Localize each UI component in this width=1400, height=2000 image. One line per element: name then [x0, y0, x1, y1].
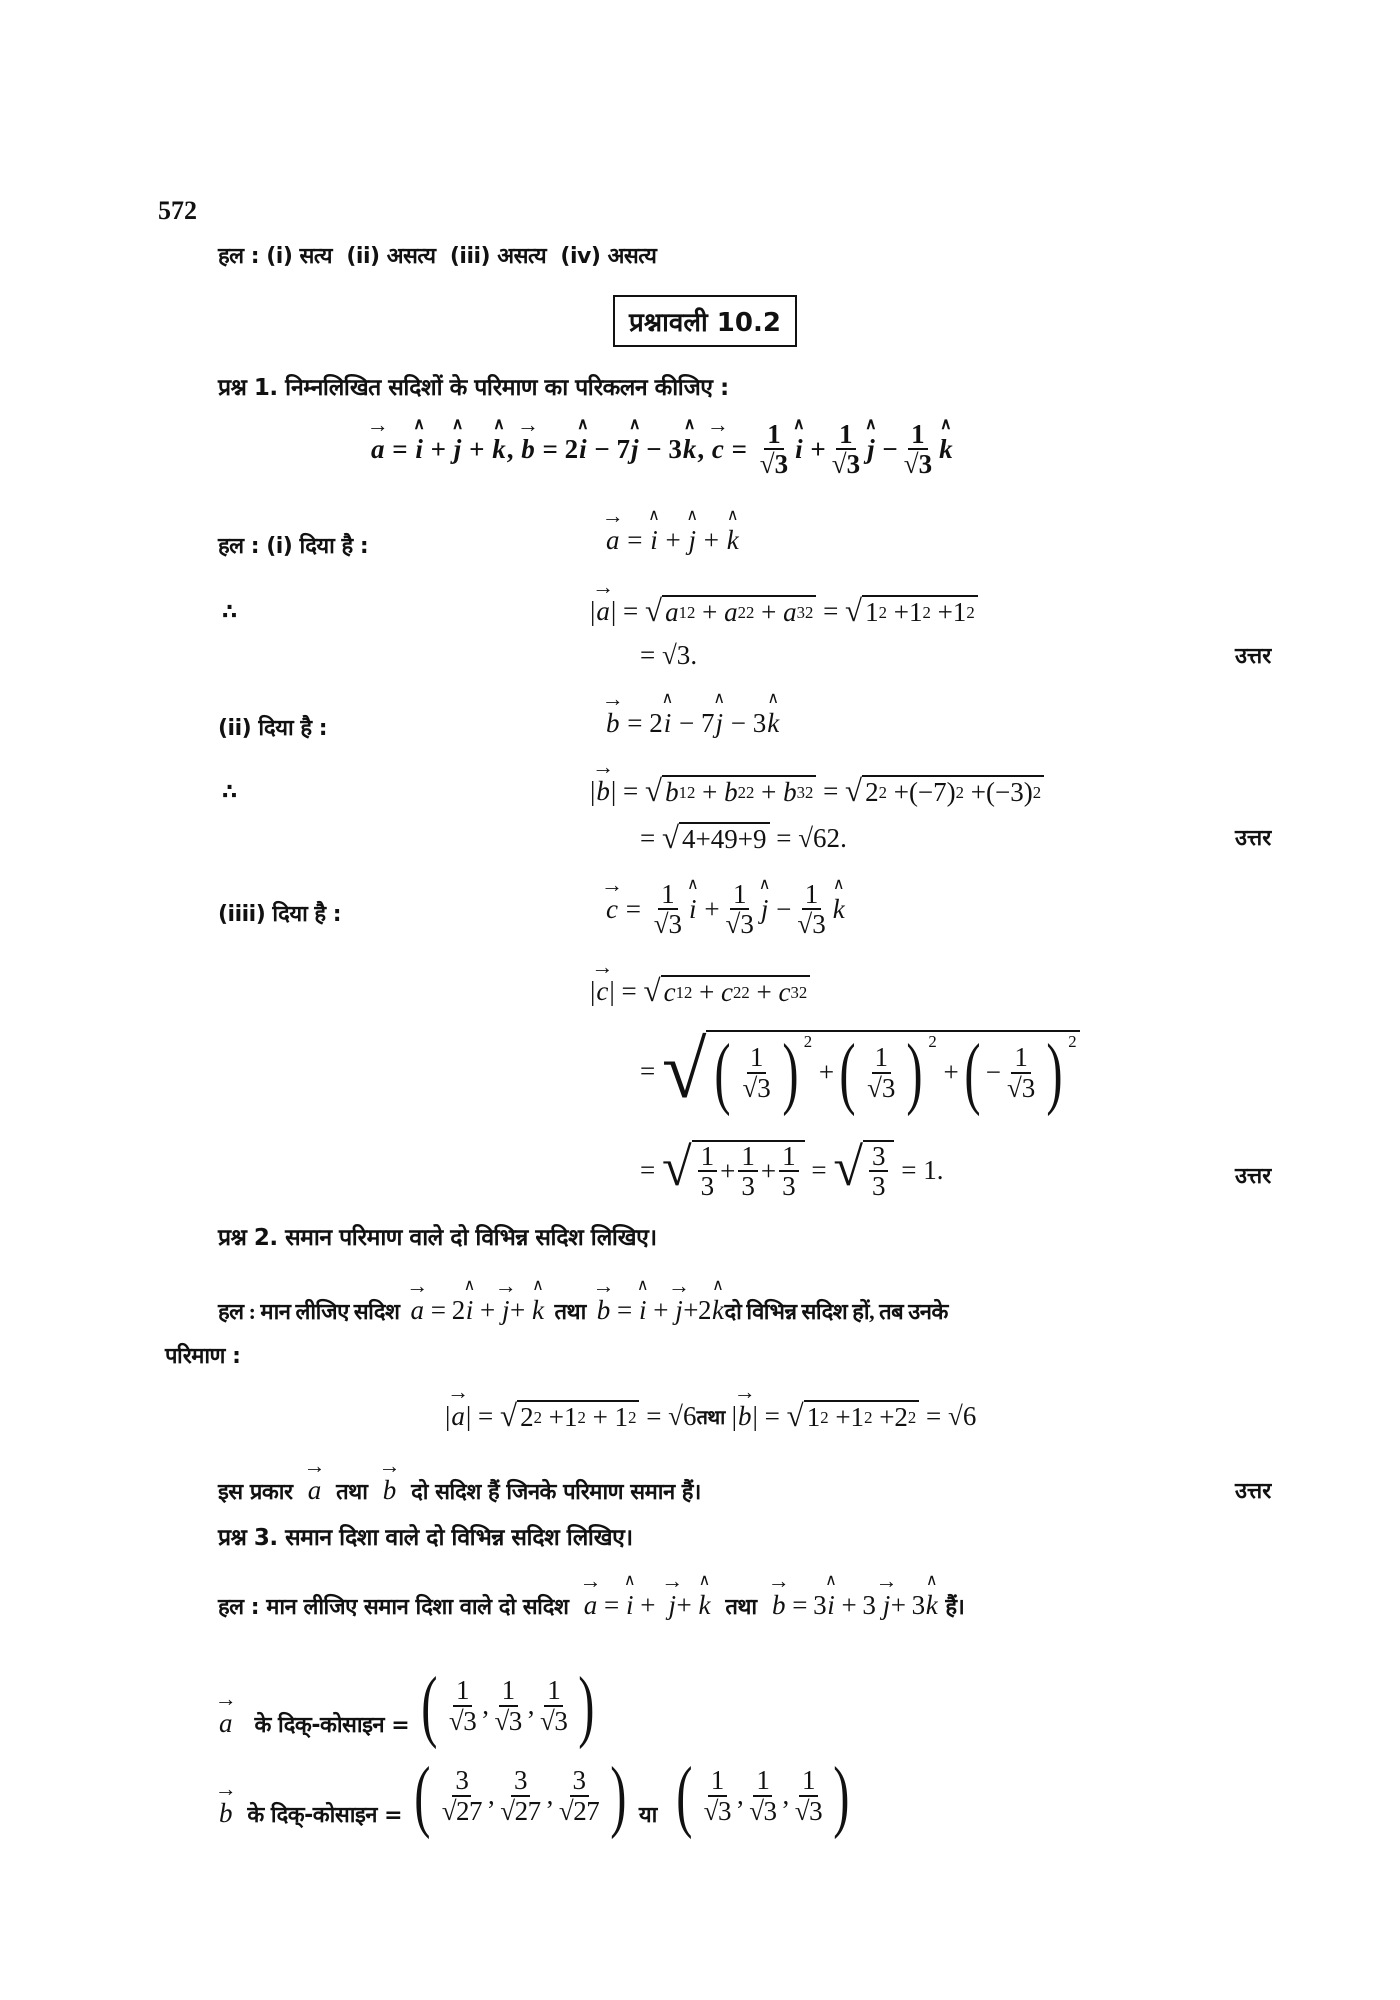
- section-title: प्रश्नावली 10.2: [629, 308, 781, 338]
- therefore-symbol: ∴: [222, 780, 237, 805]
- answer-label: उत्तर: [1235, 644, 1272, 669]
- given-label-iii: (iiii) दिया है :: [218, 902, 342, 927]
- magnitude-b-result: = √ 4+49+9 = √62 .: [640, 820, 847, 855]
- question-2-solution: हल : मान लीजिए सदिश → a = 2 ∧ i + → j + ∧ k तथा → b = ∧ i + → j +2 ∧ k दो विभिन्न सदिश हों, तब उनके: [218, 1295, 948, 1326]
- vector-b-definition: → b = 2 ∧ i − 7 ∧ j − 3 ∧ k: [605, 708, 780, 739]
- magnitude-a-formula: | → a | = √ a 1 2 + a 2 2 + a 3 2 = √ 1 2 +1 2 +1 2: [590, 595, 978, 628]
- magnitude-a-result: = √3 .: [640, 640, 698, 670]
- question-3-solution: हल : मान लीजिए समान दिशा वाले दो सदिश → a = ∧ i + → j + ∧ k तथा → b = 3 ∧ i + 3 → j + 3 ∧ k हैं।: [218, 1590, 964, 1621]
- magnitude-c-result: = √ $\frac{1}{3}$ + $\frac{1}{3}$ + $\frac{1}{3}$ = √ $\frac{3}{3}$ = 1 .: [640, 1137, 944, 1202]
- question-3-title: प्रश्न 3. समान दिशा वाले दो विभिन्न सदिश लिखिए।: [218, 1525, 633, 1551]
- question-1-title: प्रश्न 1. निम्नलिखित सदिशों के परिमाण का परिकलन कीजिए :: [218, 375, 729, 401]
- question-2-title: प्रश्न 2. समान परिमाण वाले दो विभिन्न सदिश लिखिए।: [218, 1225, 657, 1251]
- question-2-conclusion: इस प्रकार → a तथा → b दो सदिश हैं जिनके परिमाण समान हैं।: [218, 1475, 701, 1506]
- page-number: 572: [158, 196, 197, 225]
- solution-prefix: हल :: [218, 244, 267, 269]
- solution-item: (i) सत्य: [266, 244, 333, 269]
- magnitude-c-substitution: = √ ( $\frac{1}{√3}$ ) $^2$ + ( $\frac{1}{√3}$ ) $^2$ + ( − $\frac{1}{√3}$ ) $^2$: [640, 1030, 1080, 1113]
- question-2-magnitudes: | → a | = √ 2 2 +1 2 + 1 2 = √6 तथा | → b | = √ 1 2 +1 2 +2 2 = √6: [445, 1400, 976, 1433]
- answer-label: उत्तर: [1235, 1164, 1272, 1189]
- magnitude-b-formula: | → b | = √ b 1 2 + b 2 2 + b 3 2 = √ 2 2 +(−7) 2 +(−3) 2: [590, 775, 1044, 808]
- vector-c-definition: → c = $\frac{1}{√3}$ ∧ i + $\frac{1}{√3}$ ∧ j − $\frac{1}{√3}$ ∧ k: [605, 880, 846, 939]
- section-title-box: [613, 295, 797, 347]
- question-2-solution-cont: परिमाण :: [165, 1344, 241, 1369]
- solution-item: (iv) असत्य: [560, 244, 657, 269]
- solution-item: (ii) असत्य: [346, 244, 436, 269]
- previous-solution: [218, 240, 656, 270]
- given-label-ii: (ii) दिया है :: [218, 716, 327, 741]
- therefore-symbol: ∴: [222, 600, 237, 625]
- answer-label: उत्तर: [1235, 1479, 1272, 1504]
- vector-a-definition: → a = ∧ i + ∧ j + ∧ k: [605, 525, 740, 556]
- direction-cosines-a: → a के दिक्-कोसाइन = ( $\frac{1}{√3}$ , $\frac{1}{√3}$ , $\frac{1}{√3}$ ): [218, 1665, 600, 1746]
- solution-item: (iii) असत्य: [449, 244, 547, 269]
- question-1-vectors: → a = ∧ i + ∧ j + ∧ k , → b = 2 ∧ i − 7 ∧ j − 3 ∧ k , → c = $\frac{1}{√3}$ ∧ i + $\frac{1}{√3}$ ∧ j − $\frac{1}{√3}$ ∧ k: [370, 420, 954, 479]
- given-label-i: हल : (i) दिया है :: [218, 534, 369, 559]
- direction-cosines-b: → b के दिक्-कोसाइन = ( $\frac{3}{√27}$ , $\frac{3}{√27}$ , $\frac{3}{√27}$ ) या ( $\frac{1}{√3}$ , $\frac{1}{√3}$ , $\frac{1}{√3}$ ): [218, 1755, 855, 1836]
- answer-label: उत्तर: [1235, 826, 1272, 851]
- magnitude-c-formula: | → c | = √ c 1 2 + c 2 2 + c 3 2: [590, 975, 810, 1008]
